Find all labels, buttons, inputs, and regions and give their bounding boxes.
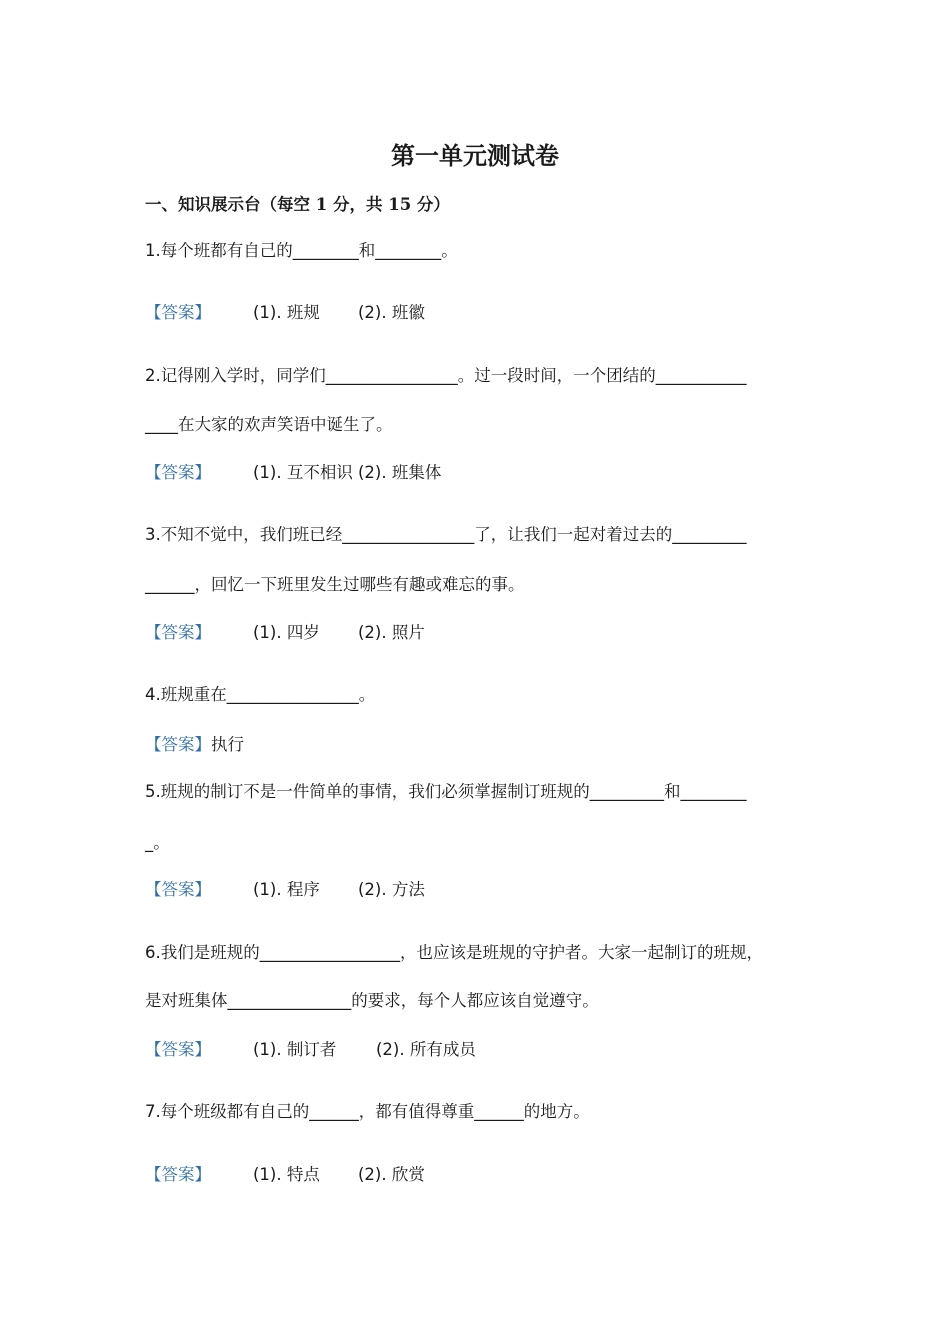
question-2-line-2: ____在大家的欢声笑语中诞生了。 [145,415,393,434]
section-heading: 一、知识展示台（每空 1 分，共 15 分） [145,195,450,214]
answer-5 [145,879,425,901]
question-5-line-1: 5.班规的制订不是一件简单的事情，我们必须掌握制订班规的_________和________ [145,782,747,801]
answer-4-text: 执行 [211,735,244,754]
question-4-line-1: 4.班规重在________________。 [145,685,376,704]
answer-1 [145,302,425,324]
answer-tag: 【答案】 [145,735,211,754]
question-6-line-1: 6.我们是班规的_________________，也应该是班规的守护者。大家一起制订的班规， [145,943,763,962]
answer-4 [145,734,244,756]
answer-2-blank-1: (1). 互不相识 [253,463,353,482]
question-3-line-2: ______，回忆一下班里发生过哪些有趣或难忘的事。 [145,575,525,594]
question-5-line-2: _。 [145,833,170,852]
answer-2 [145,462,442,484]
page-title: 第一单元测试卷 [391,141,559,170]
answer-6-blank-2: (2). 所有成员 [376,1040,476,1059]
answer-tag: 【答案】 [145,303,211,322]
answer-1-blank-2: (2). 班徽 [358,303,425,322]
answer-7-blank-2: (2). 欣赏 [358,1165,425,1184]
answer-3-blank-2: (2). 照片 [358,623,425,642]
answer-1-blank-1: (1). 班规 [253,303,320,322]
answer-tag: 【答案】 [145,1165,211,1184]
answer-6 [145,1039,476,1061]
answer-tag: 【答案】 [145,1040,211,1059]
answer-7-blank-1: (1). 特点 [253,1165,320,1184]
answer-3 [145,622,425,644]
answer-2-blank-2: (2). 班集体 [358,463,442,482]
answer-3-blank-1: (1). 四岁 [253,623,320,642]
answer-5-blank-2: (2). 方法 [358,880,425,899]
answer-tag: 【答案】 [145,623,211,642]
question-7-line-1: 7.每个班级都有自己的______，都有值得尊重______的地方。 [145,1102,590,1121]
question-1-line-1: 1.每个班都有自己的________和________。 [145,241,458,260]
answer-tag: 【答案】 [145,463,211,482]
answer-6-blank-1: (1). 制订者 [253,1040,337,1059]
answer-tag: 【答案】 [145,880,211,899]
question-3-line-1: 3.不知不觉中，我们班已经________________了，让我们一起对着过去的_________ [145,525,747,544]
question-2-line-1: 2.记得刚入学时，同学们________________。过一段时间，一个团结的___________ [145,366,747,385]
answer-7 [145,1164,425,1186]
answer-5-blank-1: (1). 程序 [253,880,320,899]
question-6-line-2: 是对班集体_______________的要求，每个人都应该自觉遵守。 [145,991,599,1010]
